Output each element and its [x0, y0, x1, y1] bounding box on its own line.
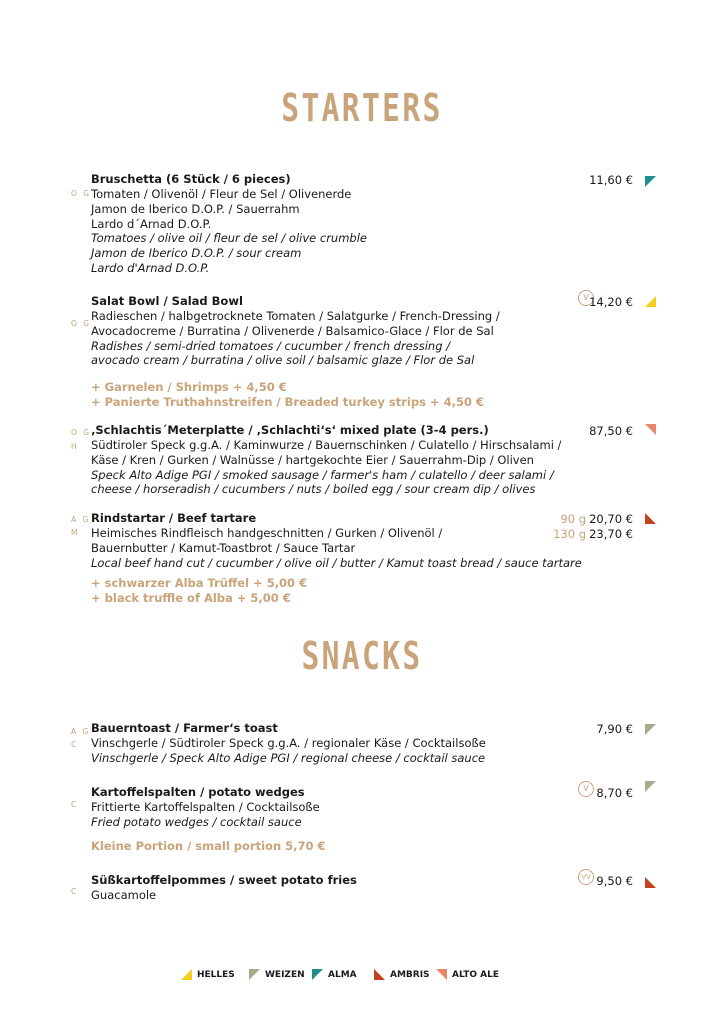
item-desc: Bauernbutter / Kamut-Toastbrot / Sauce Tartar	[91, 541, 356, 555]
item-addon: Kleine Portion / small portion 5,70 €	[91, 839, 326, 853]
item-desc: Frittierte Kartoffelspalten / Cocktailsoße	[91, 800, 320, 814]
item-price: 7,90 €	[596, 722, 633, 736]
allergen-codes: O G	[71, 189, 92, 198]
item-desc: Guacamole	[91, 888, 157, 902]
item-price: 20,70 €	[589, 512, 633, 526]
beer-pairing-weizen-icon	[645, 781, 656, 792]
item-desc-en: Vinschgerle / Speck Alto Adige PGI / regional cheese / cocktail sauce	[91, 751, 486, 765]
item-desc-en: Local beef hand cut / cucumber / olive oil / butter / Kamut toast bread / sauce tartare	[91, 556, 582, 570]
beer-pairing-alma-icon	[645, 176, 656, 187]
item-title: Salat Bowl / Salad Bowl	[91, 294, 243, 308]
alto-ale-icon	[436, 969, 447, 980]
vegan-icon: VV	[578, 869, 594, 885]
legend-label: HELLES	[197, 970, 235, 980]
item-desc: Käse / Kren / Gurken / Walnüsse / hartgekochte Eier / Sauerrahm-Dip / Oliven	[91, 453, 534, 467]
legend-label: ALMA	[328, 970, 357, 980]
item-title: Kartoffelspalten / potato wedges	[91, 785, 305, 799]
item-price: 11,60 €	[589, 173, 633, 187]
item-addon: + schwarzer Alba Trüffel + 5,00 €	[91, 576, 308, 590]
item-price: 8,70 €	[596, 786, 633, 800]
beer-pairing-helles-icon	[645, 296, 656, 307]
portion-weight: 90 g	[560, 512, 586, 526]
item-desc: Heimisches Rindfleisch handgeschnitten / Gurken / Olivenöl /	[91, 526, 443, 540]
item-desc: Lardo d´Arnad D.O.P.	[91, 217, 212, 231]
item-price: 87,50 €	[589, 424, 633, 438]
alma-icon	[312, 969, 323, 980]
weizen-icon	[249, 969, 260, 980]
item-desc: Tomaten / Olivenöl / Fleur de Sel / Olivenerde	[91, 187, 352, 201]
ambris-icon	[374, 969, 385, 980]
item-price: 9,50 €	[596, 874, 633, 888]
item-desc-en: Lardo d'Arnad D.O.P.	[91, 261, 210, 275]
beer-pairing-ambris-icon	[645, 877, 656, 888]
allergen-codes: C	[71, 887, 79, 896]
item-desc: Avocadocreme / Burratina / Olivenerde / Balsamico-Glace / Flor de Sal	[91, 324, 494, 338]
item-desc-en: Radishes / semi-dried tomatoes / cucumber / french dressing /	[91, 339, 451, 353]
item-title: Rindstartar / Beef tartare	[91, 511, 257, 525]
item-desc-en: cheese / horseradish / cucumbers / nuts / boiled egg / sour cream dip / olives	[91, 482, 536, 496]
item-desc: Radieschen / halbgetrocknete Tomaten / Salatgurke / French-Dressing /	[91, 309, 500, 323]
starters-heading: STARTERS	[281, 86, 443, 130]
item-title: Süßkartoffelpommes / sweet potato fries	[91, 873, 357, 887]
legend-label: WEIZEN	[265, 970, 305, 980]
item-desc: Südtiroler Speck g.g.A. / Kaminwurze / Bauernschinken / Culatello / Hirschsalami /	[91, 438, 562, 452]
beer-pairing-ambris-icon	[645, 513, 656, 524]
item-title: Bauerntoast / Farmer‘s toast	[91, 721, 278, 735]
vegetarian-icon: V	[578, 781, 594, 797]
item-desc: Vinschgerle / Südtiroler Speck g.g.A. / regionaler Käse / Cocktailsoße	[91, 736, 486, 750]
item-addon: + Garnelen / Shrimps + 4,50 €	[91, 380, 287, 394]
legend-label: AMBRIS	[390, 970, 430, 980]
item-price: 14,20 €	[589, 295, 633, 309]
allergen-codes: C	[71, 740, 79, 749]
item-desc-en: Fried potato wedges / cocktail sauce	[91, 815, 302, 829]
helles-icon	[181, 969, 192, 980]
item-addon: + black truffle of Alba + 5,00 €	[91, 591, 291, 605]
beer-pairing-weizen-icon	[645, 724, 656, 735]
item-addon: + Panierte Truthahnstreifen / Breaded turkey strips + 4,50 €	[91, 395, 484, 409]
portion-weight: 130 g	[553, 527, 586, 541]
allergen-codes: O G	[71, 319, 92, 328]
item-desc-en: Tomatoes / olive oil / fleur de sel / olive crumble	[91, 231, 367, 245]
allergen-codes: A G	[71, 515, 91, 524]
item-desc-en: avocado cream / burratina / olive soil / balsamic glaze / Flor de Sal	[91, 353, 475, 367]
item-title: Bruschetta (6 Stück / 6 pieces)	[91, 172, 291, 186]
item-title: ‚Schlachtis´Meterplatte / ‚Schlachti‘s‘ mixed plate (3-4 pers.)	[91, 423, 489, 437]
item-desc: Jamon de Iberico D.O.P. / Sauerrahm	[91, 202, 300, 216]
item-price: 23,70 €	[589, 527, 633, 541]
allergen-codes: C	[71, 800, 79, 809]
legend-label: ALTO ALE	[452, 970, 499, 980]
snacks-heading: SNACKS	[301, 634, 423, 678]
item-desc-en: Jamon de Iberico D.O.P. / sour cream	[91, 246, 302, 260]
allergen-codes: M	[71, 528, 80, 537]
allergen-codes: A G	[71, 727, 91, 736]
item-desc-en: Speck Alto Adige PGI / smoked sausage / farmer's ham / culatello / deer salami /	[91, 468, 554, 482]
beer-pairing-alto-ale-icon	[645, 424, 656, 435]
allergen-codes: H	[71, 442, 79, 451]
vegetarian-icon: V	[578, 290, 594, 306]
allergen-codes: O G	[71, 428, 92, 437]
